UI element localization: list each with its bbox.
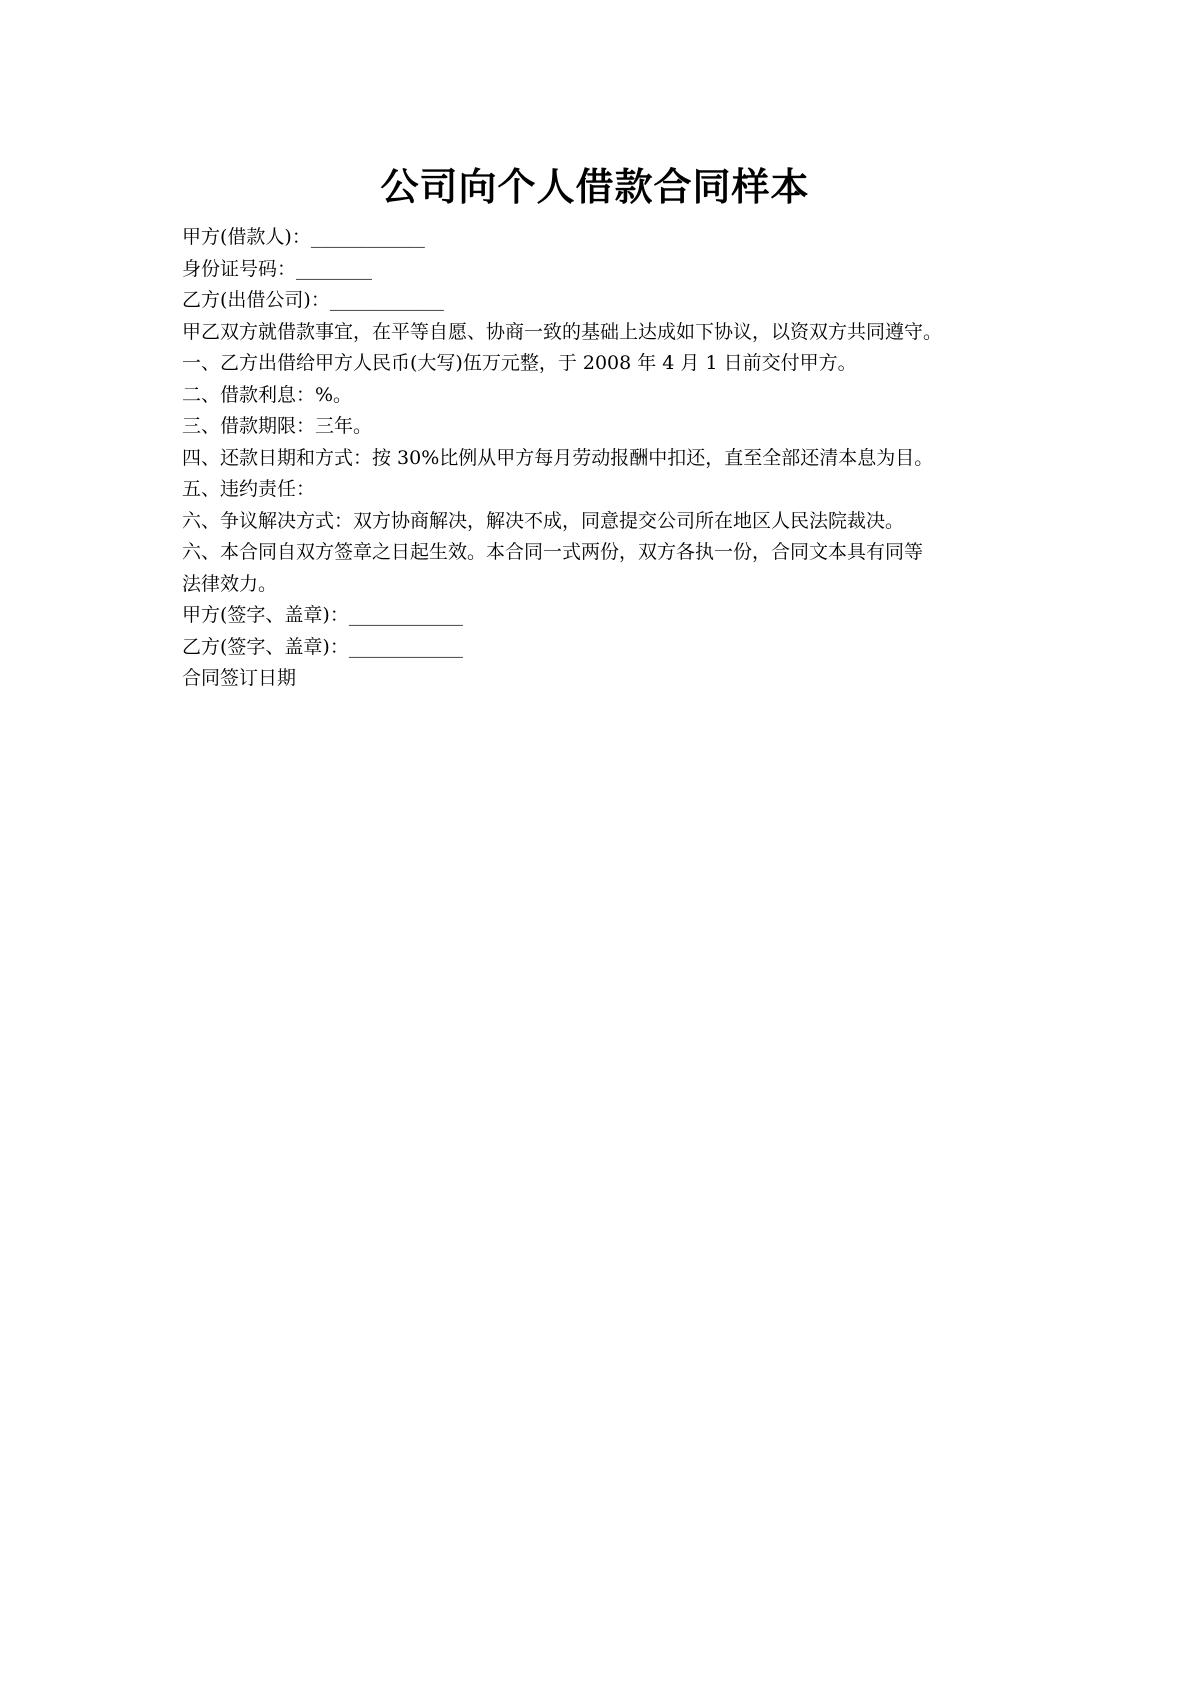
clause-3-line: 三、借款期限：三年。 (182, 415, 373, 437)
party-a-signature-line: 甲方(签字、盖章)：____________ (182, 604, 463, 626)
document-title: 公司向个人借款合同样本 (380, 165, 810, 209)
lender-line: 乙方(出借公司)：____________ (182, 289, 444, 311)
clause-7-line: 六、本合同自双方签章之日起生效。本合同一式两份，双方各执一份，合同文本具有同等 (182, 541, 924, 563)
clause-6-line: 六、争议解决方式：双方协商解决，解决不成，同意提交公司所在地区人民法院裁决。 (182, 509, 905, 532)
clause-4-line: 四、还款日期和方式：按 30%比例从甲方每月劳动报酬中扣还，直至全部还清本息为目。 (182, 446, 934, 469)
preamble-line: 甲乙双方就借款事宜，在平等自愿、协商一致的基础上达成如下协议，以资双方共同遵守。 (182, 320, 943, 343)
clause-1-line: 一、乙方出借给甲方人民币(大写)伍万元整，于 2008 年 4 月 1 日前交付甲方。 (182, 352, 857, 374)
document-body (182, 222, 1022, 695)
party-b-signature-line: 乙方(签字、盖章)：____________ (182, 635, 463, 658)
clause-5-line: 五、违约责任： (182, 478, 316, 500)
clause-2-line: 二、借款利息：%。 (182, 383, 353, 406)
id-number-line: 身份证号码：________ (182, 257, 373, 280)
clause-7-continuation-line: 法律效力。 (182, 572, 278, 595)
signing-date-line: 合同签订日期 (182, 667, 297, 689)
borrower-line: 甲方(借款人)：____________ (182, 226, 425, 248)
